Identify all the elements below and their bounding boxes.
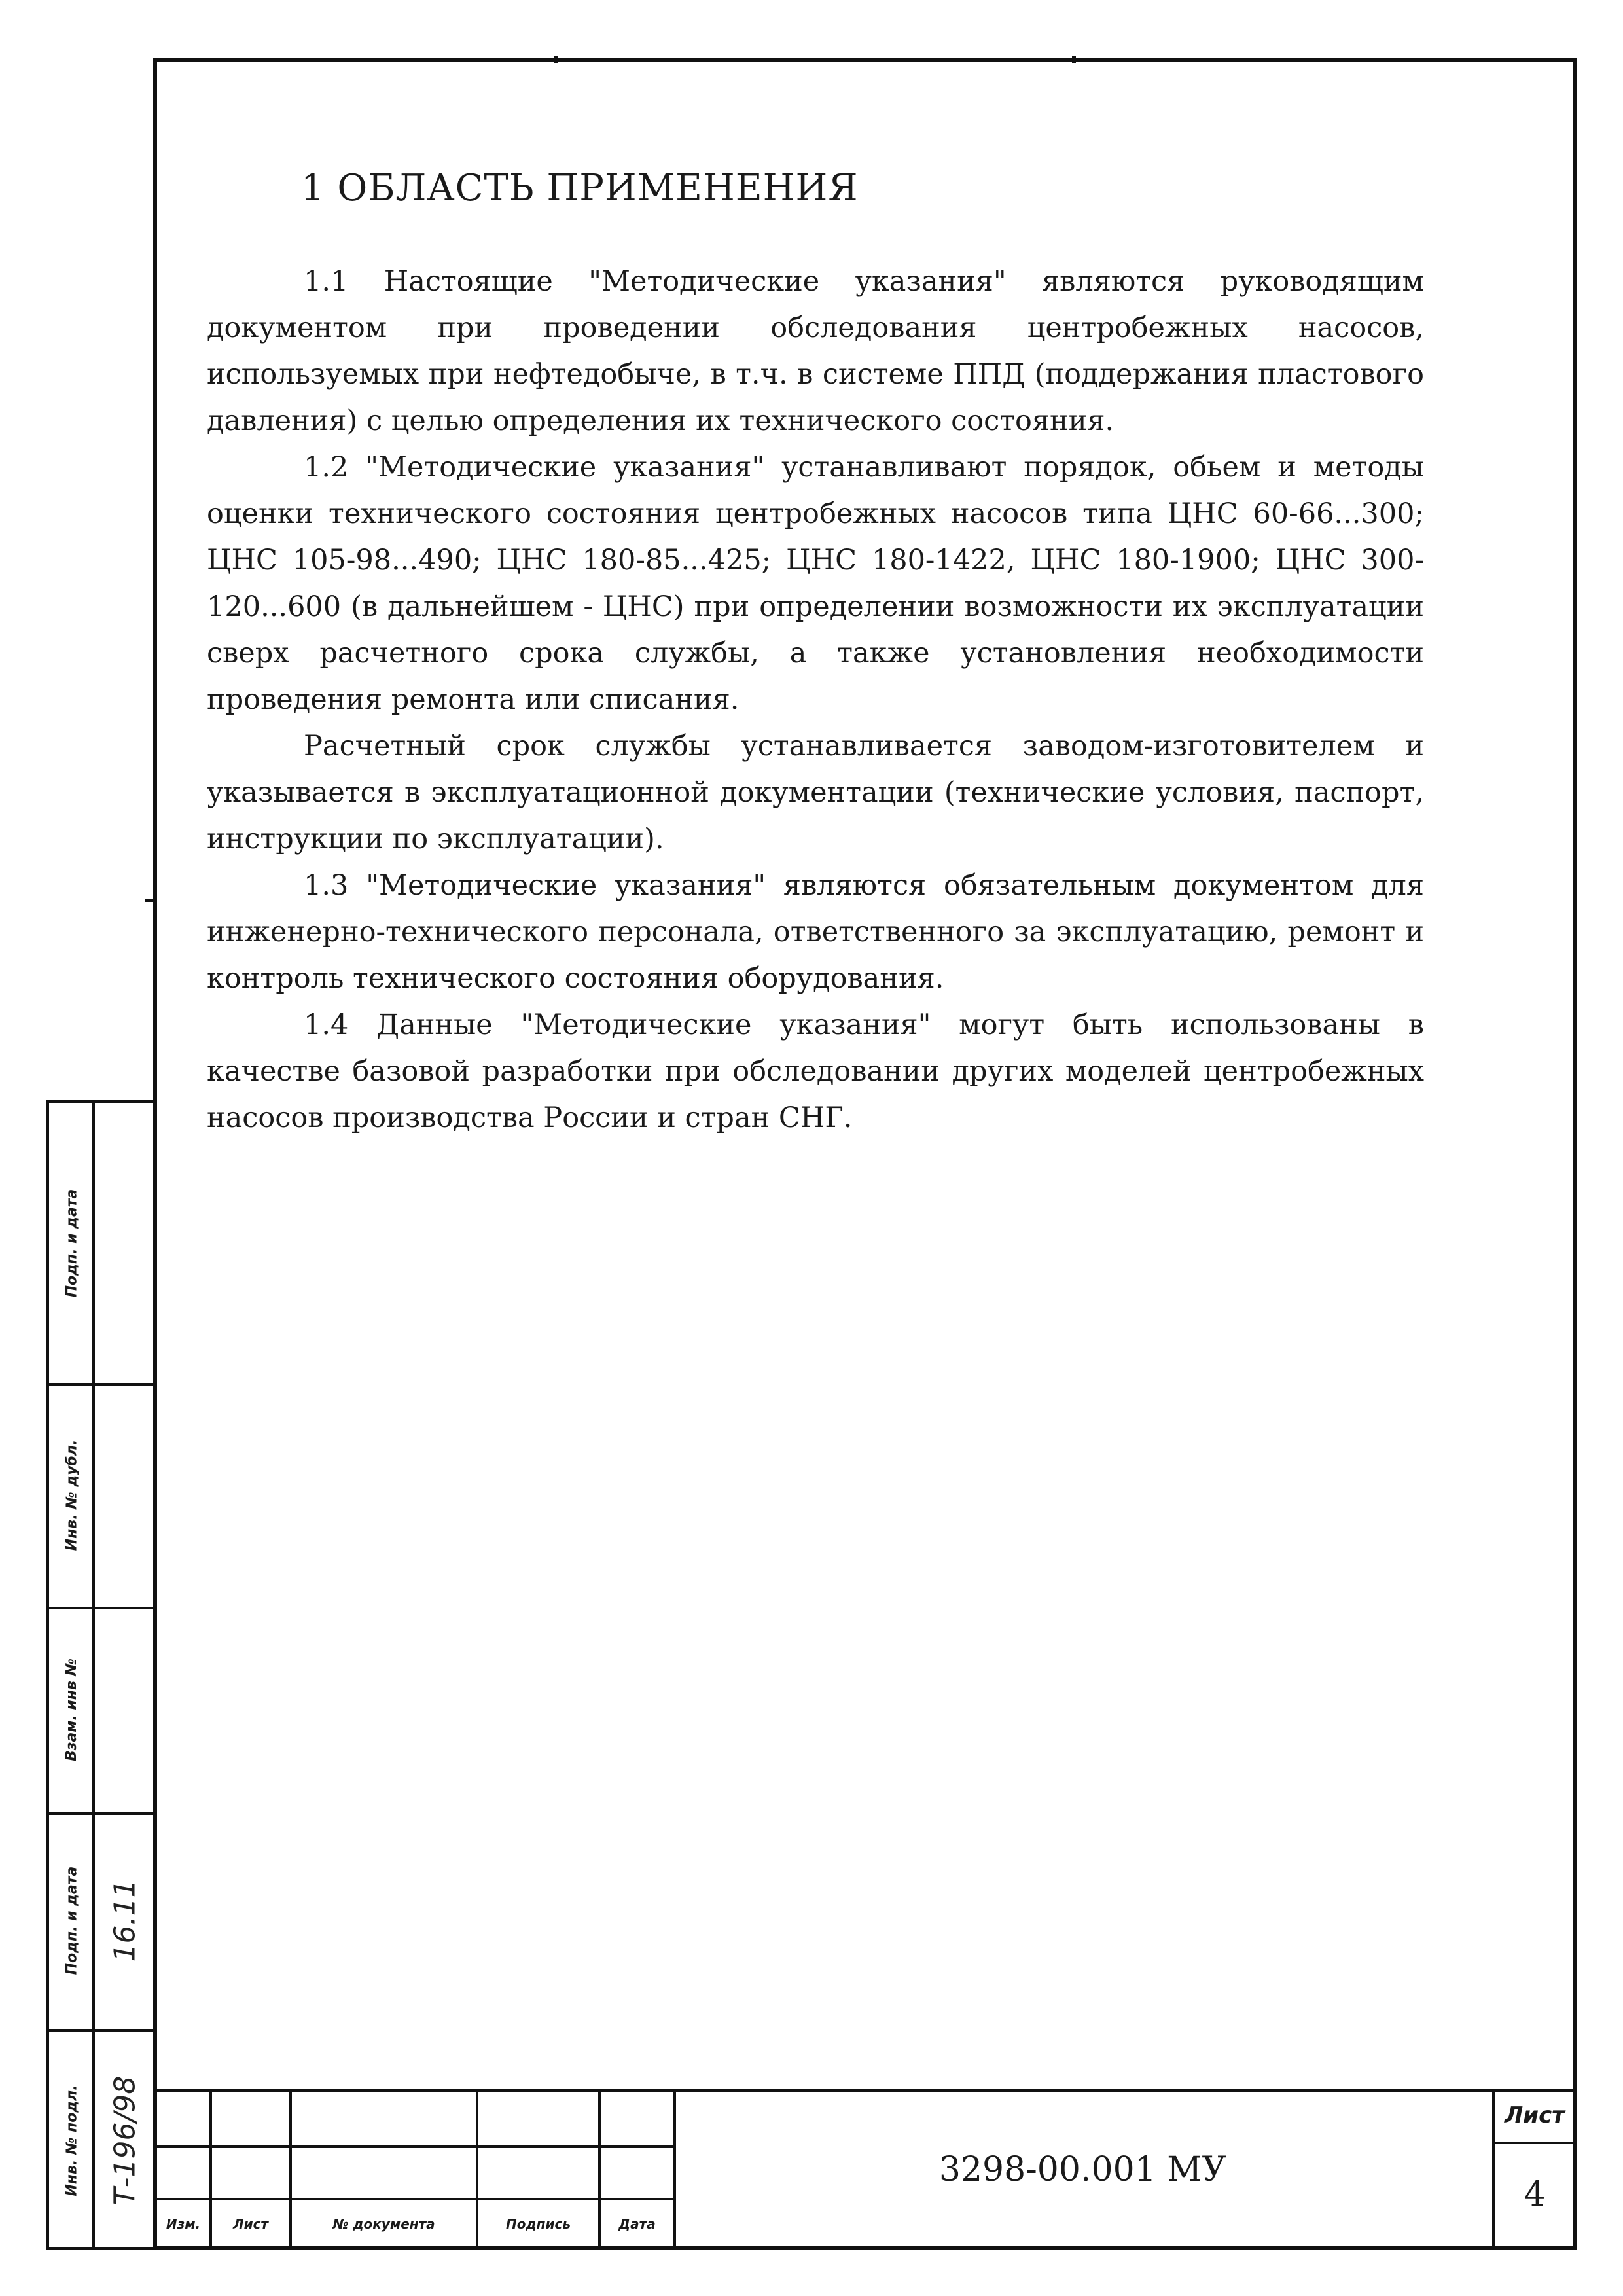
- tb-sheet-line: [1492, 2142, 1577, 2144]
- label-sign-date: Подп. и дата: [63, 1866, 80, 1975]
- label-replace-inv: Взам. инв №: [63, 1658, 80, 1761]
- label-sign-date-top: Подп. и дата: [63, 1189, 80, 1297]
- col-document: № документа: [332, 2216, 435, 2232]
- tb-row-line: [153, 2145, 673, 2148]
- col-sheet: Лист: [232, 2216, 269, 2232]
- title-block: [153, 2089, 1577, 2250]
- col-signature: Подпись: [506, 2216, 571, 2232]
- label-orig-inv: Инв. № подл.: [63, 2084, 80, 2197]
- strip-divider: [92, 1103, 95, 2247]
- handwritten-date: 16.11: [108, 1879, 142, 1962]
- section-body: [207, 259, 1424, 1141]
- top-mark: [1072, 56, 1076, 63]
- paragraph-1-4: 1.4 Данные "Методические указания" могут быть использованы в качестве базовой разработки при обследовании других моделей центробежных насосов производства России и стран СНГ.: [207, 1009, 1424, 1134]
- col-date: Дата: [618, 2216, 656, 2232]
- paragraph-1-1: 1.1 Настоящие "Методические указания" являются руководящим документом при проведении обследования центробежных насосов, используемых при нефтедобыче, в т.ч. в системе ППД (поддержания пластового давления) с целью определения их технического состояния.: [207, 265, 1424, 437]
- paragraph-1-3: 1.3 "Методические указания" являются обязательным документом для инженерно-технического персонала, ответственного за эксплуатацию, ремонт и контроль технического состояния оборудования.: [207, 869, 1424, 995]
- paragraph-1-2: 1.2 "Методические указания" устанавливают порядок, обьем и методы оценки технического состояния центробежных насосов типа ЦНС 60-66...300; ЦНС 105-98...490; ЦНС 180-85...425; ЦНС 180-1422, ЦНС 180-1900; ЦНС 300-120...600 (в дальнейшем - ЦНС) при определении возможности их эксплуатации сверх расчетного срока службы, а также установления необходимости проведения ремонта или списания.: [207, 451, 1424, 716]
- document-code: 3298-00.001 МУ: [938, 2150, 1227, 2189]
- top-mark: [554, 56, 558, 63]
- paragraph-service-life: Расчетный срок службы устанавливается заводом-изготовителем и указывается в эксплуатационной документации (технические условия, паспорт, инструкции по эксплуатации).: [207, 730, 1424, 855]
- label-dup-inv: Инв. № дубл.: [63, 1439, 80, 1551]
- sheet-number: 4: [1524, 2175, 1546, 2214]
- sheet-label: Лист: [1505, 2102, 1565, 2128]
- col-change: Изм.: [166, 2216, 201, 2232]
- handwritten-inv-number: Т-196/98: [108, 2075, 142, 2205]
- margin-mark: [145, 899, 153, 902]
- side-stamp-strip: [46, 1100, 153, 2250]
- section-heading: 1 ОБЛАСТЬ ПРИМЕНЕНИЯ: [301, 167, 859, 209]
